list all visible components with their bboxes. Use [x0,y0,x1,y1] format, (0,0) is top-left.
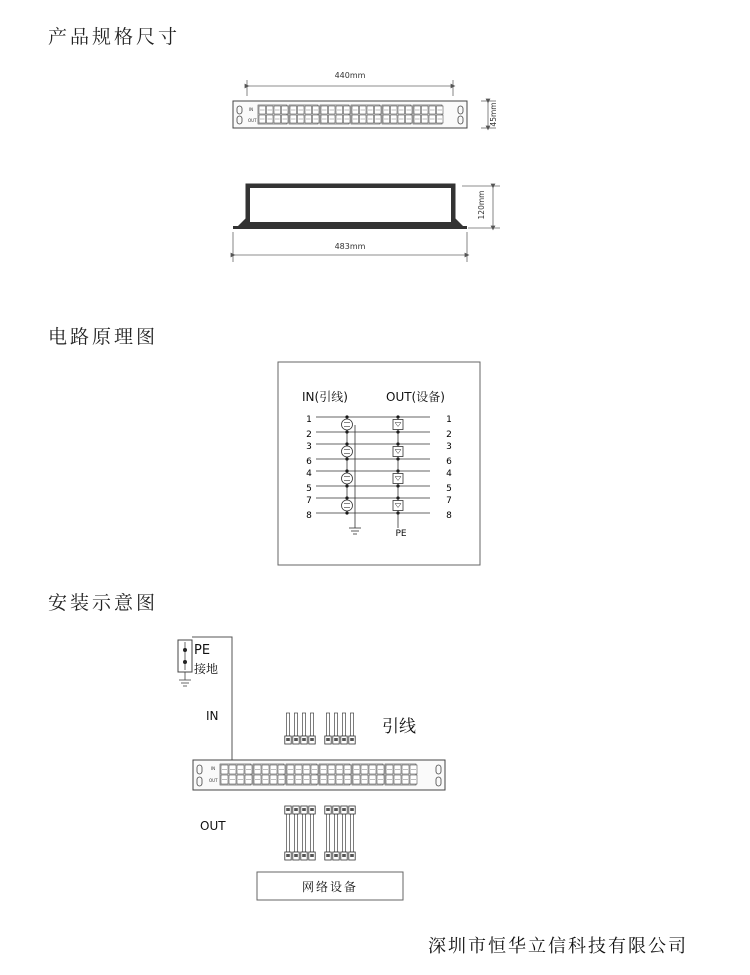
right-pin: 6 [446,457,452,467]
right-pin: 8 [446,511,452,521]
top-depth-label: 120mm [477,190,486,220]
plug-detail [294,738,298,741]
gas-discharge-tube [342,446,353,457]
patch-cable [334,814,337,852]
plug-detail [350,854,354,857]
plug-detail [302,808,306,811]
installation-diagram [178,637,445,900]
plug-detail [342,854,346,857]
panel-in-label: IN [211,766,216,771]
right-pin: 4 [446,469,452,479]
left-pin: 5 [306,484,312,494]
front-width-label: 440mm [334,71,366,80]
plug-detail [326,738,330,741]
section-title-dimensions: 产品规格尺寸 [48,26,181,48]
install-ground-label: 接地 [194,662,219,676]
circuit-in-label: IN(引线) [302,390,348,404]
panel-out-label: OUT [209,778,218,783]
output-cable-group [285,806,355,860]
left-pin: 3 [306,442,312,452]
circuit-schematic [278,362,480,565]
gas-discharge-tube [342,500,353,511]
tvs-diode [393,474,403,484]
patch-cable [286,713,289,736]
plug-detail [342,738,346,741]
left-pin: 6 [306,457,312,467]
plug-detail [334,854,338,857]
patch-cable [342,814,345,852]
patch-cable [350,814,353,852]
input-cable-group [285,713,355,744]
right-pin: 2 [446,430,452,440]
install-lead-label: 引线 [382,717,416,737]
circuit-out-label: OUT(设备) [386,390,445,404]
plug-detail [286,738,290,741]
front-view-drawing [233,71,498,128]
plug-detail [286,808,290,811]
network-device-label: 网络设备 [301,880,359,894]
front-height-label: 45mm [489,102,498,127]
plug-detail [302,854,306,857]
patch-cable [326,713,329,736]
top-view-drawing [233,184,500,262]
left-pin: 4 [306,469,312,479]
right-pin: 1 [446,415,452,425]
plug-detail [326,808,330,811]
patch-cable [350,713,353,736]
patch-cable [294,713,297,736]
gas-discharge-tube [342,419,353,430]
plug-detail [294,808,298,811]
front-in-label: IN [249,107,254,112]
patch-cable [310,814,313,852]
left-pin: 7 [306,496,312,506]
patch-cable [310,713,313,736]
patch-cable [302,814,305,852]
patch-cable [302,713,305,736]
patch-cable [286,814,289,852]
install-in-label: IN [206,709,219,723]
install-pe-label: PE [194,643,211,658]
right-pin: 5 [446,484,452,494]
tvs-diode [393,447,403,457]
plug-detail [302,738,306,741]
left-pin: 2 [306,430,312,440]
right-pin: 3 [446,442,452,452]
company-name: 深圳市恒华立信科技有限公司 [428,936,688,957]
tvs-diode [393,420,403,430]
patch-cable [326,814,329,852]
circuit-pe-label: PE [395,529,407,539]
top-width-label: 483mm [334,242,366,251]
plug-detail [350,738,354,741]
plug-detail [326,854,330,857]
plug-detail [334,738,338,741]
gas-discharge-tube [342,473,353,484]
patch-cable [334,713,337,736]
plug-detail [294,854,298,857]
front-out-label: OUT [248,118,257,123]
tvs-diode [393,501,403,511]
plug-detail [310,738,314,741]
right-pin: 7 [446,496,452,506]
left-pin: 1 [306,415,312,425]
plug-detail [310,854,314,857]
section-title-circuit: 电路原理图 [48,326,159,348]
patch-cable [342,713,345,736]
plug-detail [350,808,354,811]
patch-cable [294,814,297,852]
plug-detail [310,808,314,811]
plug-detail [342,808,346,811]
plug-detail [286,854,290,857]
left-pin: 8 [306,511,312,521]
section-title-install: 安装示意图 [48,592,159,614]
install-out-label: OUT [200,819,226,833]
plug-detail [334,808,338,811]
